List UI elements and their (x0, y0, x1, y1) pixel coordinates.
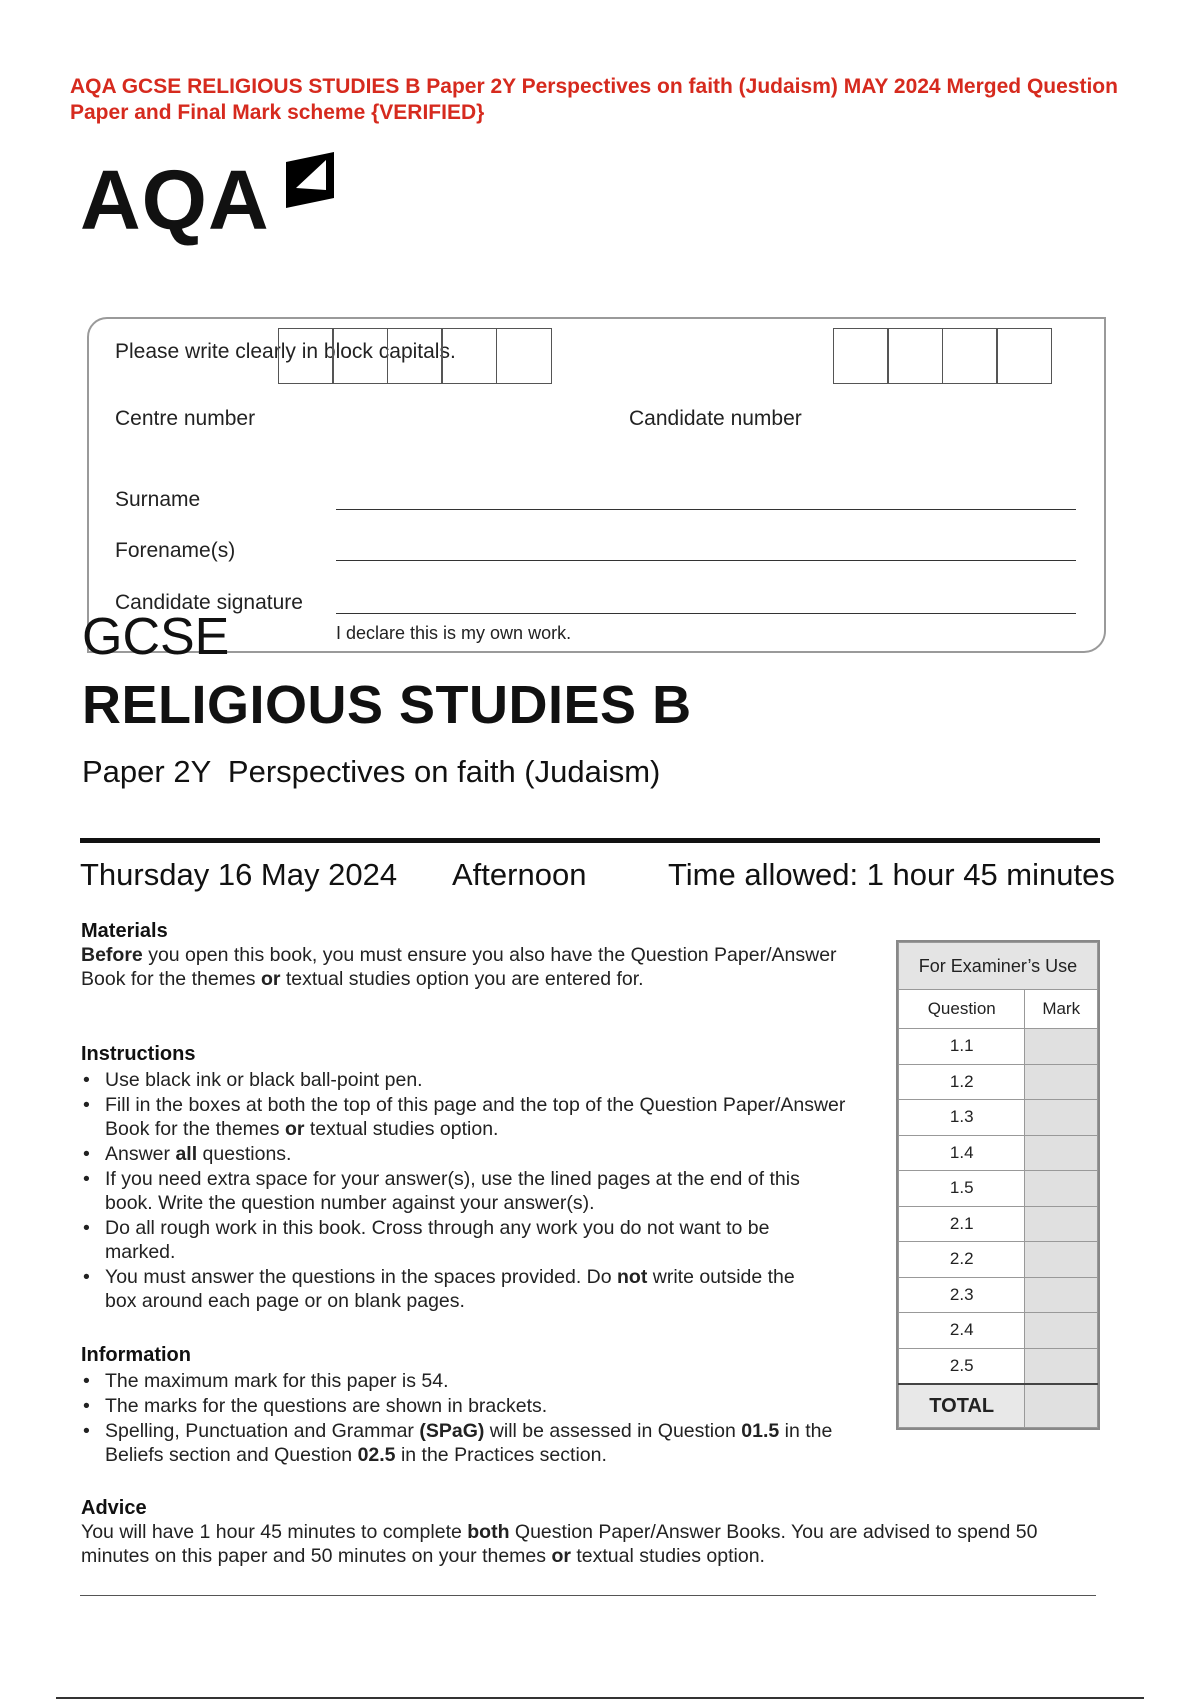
block-capitals-instruction: Please write clearly in block capitals. (115, 340, 456, 363)
surname-field[interactable] (336, 509, 1076, 510)
instructions-section (81, 1043, 851, 1314)
paper-title: Paper 2Y Perspectives on faith (Judaism) (82, 754, 661, 789)
aqa-flag-logo-icon (282, 150, 342, 215)
centre-number-box[interactable] (387, 328, 443, 384)
centre-number-boxes[interactable] (279, 328, 552, 384)
information-item: • The maximum mark for this paper is 54. (105, 1369, 861, 1393)
qualification-title: GCSE (82, 608, 230, 666)
mark-cell[interactable] (1025, 1171, 1098, 1207)
question-number: 2.3 (899, 1277, 1025, 1313)
exam-session: Afternoon (452, 857, 587, 892)
examiners-use-title: For Examiner’s Use (899, 943, 1098, 990)
centre-number-label: Centre number (115, 407, 256, 430)
instructions-heading: Instructions (81, 1043, 196, 1065)
advice-section (81, 1497, 1091, 1568)
signature-label: Candidate signature (115, 591, 303, 614)
forenames-field[interactable] (336, 560, 1076, 561)
mark-cell[interactable] (1025, 1242, 1098, 1278)
candidate-number-boxes[interactable] (834, 328, 1052, 384)
title-divider (80, 838, 1100, 843)
page-bottom-edge (56, 1697, 1144, 1699)
instruction-item: • Use black ink or black ball-point pen. (105, 1068, 851, 1092)
question-number: 1.4 (899, 1135, 1025, 1171)
candidate-number-box[interactable] (996, 328, 1052, 384)
mark-cell[interactable] (1025, 1064, 1098, 1100)
instruction-item: • Fill in the boxes at both the top of this page and the top of the Question Paper/Answer Book for the themes or textual studies option. (105, 1093, 851, 1141)
materials-heading: Materials (81, 920, 168, 942)
mark-cell[interactable] (1025, 1206, 1098, 1242)
mark-cell[interactable] (1025, 1348, 1098, 1384)
question-number: 2.1 (899, 1206, 1025, 1242)
materials-text: Before you open this book, you must ensure you also have the Question Paper/Answer Book for the themes or textual studies option you are entered for. (81, 944, 837, 990)
candidate-number-box[interactable] (833, 328, 889, 384)
question-number: 1.3 (899, 1100, 1025, 1136)
exam-date: Thursday 16 May 2024 (80, 857, 398, 892)
centre-number-box[interactable] (278, 328, 334, 384)
document-title: AQA GCSE RELIGIOUS STUDIES B Paper 2Y Perspectives on faith (Judaism) MAY 2024 Merged Question Paper and Final Mark scheme {VERIFIED} (70, 75, 1118, 124)
question-number: 2.4 (899, 1313, 1025, 1349)
question-column-header: Question (899, 990, 1025, 1029)
mark-cell[interactable] (1025, 1100, 1098, 1136)
footer-divider (80, 1595, 1096, 1596)
materials-section (81, 920, 841, 991)
total-label: TOTAL (899, 1384, 1025, 1428)
mark-cell[interactable] (1025, 1277, 1098, 1313)
instruction-item: • Do all rough work in this book. Cross through any work you do not want to be marked. (105, 1216, 851, 1264)
candidate-number-box[interactable] (942, 328, 998, 384)
centre-number-box[interactable] (441, 328, 497, 384)
question-number: 1.2 (899, 1064, 1025, 1100)
mark-cell[interactable] (1025, 1029, 1098, 1065)
question-number: 2.5 (899, 1348, 1025, 1384)
information-heading: Information (81, 1344, 191, 1366)
question-number: 1.1 (899, 1029, 1025, 1065)
information-item: • Spelling, Punctuation and Grammar (SPaG) will be assessed in Question 01.5 in the Beliefs section and Question 02.5 in the Practices section. (105, 1419, 861, 1467)
instruction-item: • Answer all questions. (105, 1142, 851, 1166)
surname-label: Surname (115, 488, 201, 511)
mark-column-header: Mark (1025, 990, 1098, 1029)
instruction-item: • You must answer the questions in the spaces provided. Do not write outside the box around each page or on blank pages. (105, 1265, 851, 1313)
information-section (81, 1344, 861, 1468)
subject-title: RELIGIOUS STUDIES B (82, 675, 692, 735)
advice-text: You will have 1 hour 45 minutes to complete both Question Paper/Answer Books. You are advised to spend 50 minutes on this paper and 50 minutes on your themes or textual studies option. (81, 1521, 1038, 1567)
candidate-number-label: Candidate number (629, 407, 802, 430)
information-item: • The marks for the questions are shown in brackets. (105, 1394, 861, 1418)
instruction-item: • If you need extra space for your answer(s), use the lined pages at the end of this book. Write the question number against your answer(s). (105, 1167, 851, 1215)
declaration-text: I declare this is my own work. (336, 623, 572, 643)
candidate-number-box[interactable] (887, 328, 943, 384)
forenames-label: Forename(s) (115, 539, 236, 562)
time-allowed: Time allowed: 1 hour 45 minutes (668, 857, 1115, 892)
aqa-logo-text: AQA (80, 153, 270, 247)
total-mark-cell[interactable] (1025, 1384, 1098, 1428)
question-number: 2.2 (899, 1242, 1025, 1278)
mark-cell[interactable] (1025, 1313, 1098, 1349)
signature-field[interactable] (336, 613, 1076, 614)
question-number: 1.5 (899, 1171, 1025, 1207)
centre-number-box[interactable] (496, 328, 552, 384)
mark-cell[interactable] (1025, 1135, 1098, 1171)
examiners-use-table (896, 940, 1100, 1430)
centre-number-box[interactable] (332, 328, 388, 384)
advice-heading: Advice (81, 1497, 147, 1519)
